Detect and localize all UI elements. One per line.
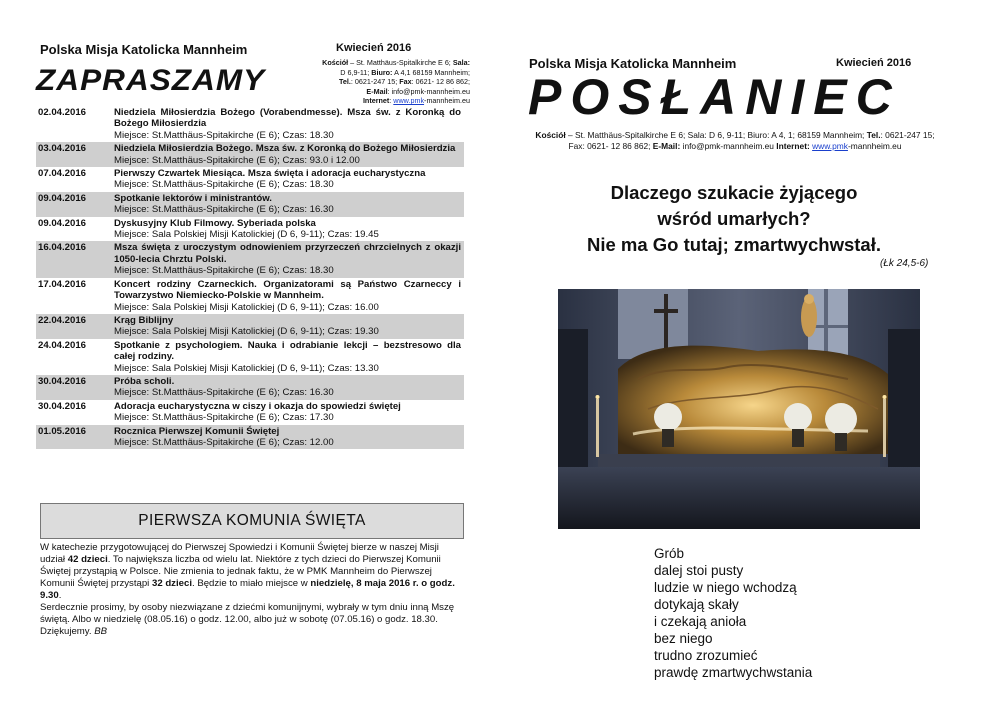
communion-paragraph: [40, 602, 466, 638]
schedule-details: [111, 167, 464, 192]
event-place-time: Miejsce: St.Matthäus-Spitakirche (E 6); Czas: 16.30: [114, 204, 334, 216]
schedule-details: [111, 375, 464, 400]
poem-line: prawdę zmartwychwstania: [654, 665, 813, 680]
schedule-date: 30.04.2016: [36, 400, 111, 425]
quote-line: Dlaczego szukacie żyjącego: [610, 182, 858, 203]
empty-tomb-photo: [558, 289, 920, 529]
schedule-date: 17.04.2016: [36, 278, 111, 314]
schedule-details: [111, 400, 464, 425]
schedule-row: [36, 375, 464, 400]
contact-label: E-Mail:: [652, 140, 681, 151]
communion-heading-box: [40, 503, 464, 539]
text-run: . Będzie to miało miejsce w: [191, 578, 311, 589]
schedule-details: [111, 425, 464, 450]
text-run: Serdecznie prosimy, by osoby niezwiązane z dziećmi komunijnymi, wybrały w tym dniu inną Mszę świętą. Albo w niedzielę (08.05.16) o godz. 12.00, albo już w sobotę (07.05.16) o godz. 18.30. Dziękujemy.: [40, 602, 455, 637]
event-title: Spotkanie z psychologiem. Nauka i odrabianie lekcji – bezstresowo dla całej rodziny.: [114, 339, 461, 363]
schedule-details: [111, 217, 464, 242]
website-link[interactable]: www.pmk: [812, 140, 848, 151]
altar-tomb-image: [558, 289, 920, 529]
communion-paragraph: [40, 542, 466, 602]
event-title: Pierwszy Czwartek Miesiąca. Msza święta i adoracja eucharystyczna: [114, 168, 426, 180]
contact-label: Internet:: [776, 140, 810, 151]
contact-text: Fax: 0621- 12 86 862;: [568, 140, 653, 151]
text-run: W katechezie przygotowującej do Pierwszej Spowiedzi i Komunii Świętej bierze w naszej Misji udział: [40, 542, 439, 565]
signature: BB: [94, 626, 108, 637]
communion-text: [40, 542, 466, 638]
event-place-time: Miejsce: St.Matthäus-Spitakirche (E 6); Czas: 16.30: [114, 387, 334, 399]
schedule-row: [36, 217, 464, 242]
schedule-details: [111, 241, 464, 277]
event-title: Krąg Biblijny: [114, 314, 174, 326]
contact-label: Biuro:: [371, 67, 393, 77]
event-place-time: Miejsce: St.Matthäus-Spitakirche (E 6); Czas: 18.30: [114, 179, 334, 191]
event-title: Próba scholi.: [114, 375, 175, 387]
poem-line: bez niego: [654, 631, 713, 646]
event-place-time: Miejsce: Sala Polskiej Misji Katolickiej (D 6, 9-11); Czas: 16.00: [114, 301, 379, 313]
schedule-details: [111, 314, 464, 339]
text-run: . To największa liczba od wielu lat. Niektóre z tych dzieci do Pierwszej Komunii Świętej przystąpią w Polsce. Nie zmienia to jednak faktu, że w PMK Mannheim do Pierwszej Komunii Świętej przystąpi: [40, 554, 441, 589]
contact-label: Fax: [399, 77, 412, 86]
contact-label: Internet: [362, 96, 390, 105]
schedule-details: [111, 339, 464, 375]
event-place-time: Miejsce: St.Matthäus-Spitakirche (E 6); Czas: 93.0 i 12.00: [114, 154, 360, 166]
poem-line: Grób: [654, 546, 685, 561]
left-month: Kwiecień 2016: [336, 42, 412, 54]
event-title: Niedziela Miłosierdzia Bożego (Vorabendmesse). Msza św. z Koronką do Bożego Miłosierdzia: [114, 107, 461, 130]
contact-label: E-Mail: [366, 86, 388, 96]
schedule-row: [36, 167, 464, 192]
poem-line: dotykają skały: [654, 597, 739, 612]
contact-text: D 6,9-11;: [340, 67, 372, 77]
poem: [654, 545, 812, 681]
event-title: Msza święta z uroczystym odnowieniem przyrzeczeń chrzcielnych z okazji 1050-lecia Chrztu Polski.: [114, 242, 461, 265]
contact-text: info@pmk-mannheim.eu: [680, 140, 777, 151]
contact-text: : 0621-247 15;: [880, 130, 935, 140]
schedule-details: [111, 106, 464, 142]
poem-line: dalej stoi pusty: [654, 563, 744, 578]
event-place-time: Miejsce: St.Matthäus-Spitakirche (E 6); Czas: 12.00: [114, 436, 334, 448]
schedule-table: [36, 106, 464, 449]
schedule-date: 09.04.2016: [36, 217, 111, 242]
scripture-quote: [550, 180, 918, 258]
event-place-time: Miejsce: St.Matthäus-Spitakirche (E 6); Czas: 17.30: [114, 412, 334, 424]
schedule-row: [36, 314, 464, 339]
schedule-date: 16.04.2016: [36, 241, 111, 277]
schedule-row: [36, 400, 464, 425]
quote-line: Nie ma Go tutaj; zmartwychwstał.: [586, 234, 881, 255]
poem-line: ludzie w niego wchodzą: [654, 580, 797, 595]
poem-line: i czekają anioła: [654, 614, 747, 629]
contact-text: – St. Matthäus-Spitalkirche E 6;: [348, 58, 453, 67]
contact-label: Tel.: [866, 130, 881, 140]
contact-text: : 0621- 12 86 862;: [411, 77, 470, 86]
event-title: Koncert rodziny Czarneckich. Organizatorami są Państwo Czarneccy i Towarzystwo Niemiecko-Polskie w Mannheim.: [114, 278, 461, 302]
text-run-bold: 32 dzieci: [151, 578, 192, 589]
event-place-time: Miejsce: Sala Polskiej Misji Katolickiej (D 6, 9-11); Czas: 13.30: [114, 362, 379, 374]
contact-text: -mannheim.eu: [847, 140, 902, 151]
schedule-details: [111, 278, 464, 314]
poem-line: trudno zrozumieć: [654, 648, 758, 663]
right-month: Kwiecień 2016: [836, 57, 912, 69]
left-title: ZAPRASZAMY: [36, 64, 266, 97]
right-org-name: Polska Misja Katolicka Mannheim: [529, 56, 737, 71]
schedule-date: 30.04.2016: [36, 375, 111, 400]
schedule-date: 07.04.2016: [36, 167, 111, 192]
schedule-date: 24.04.2016: [36, 339, 111, 375]
event-title: Adoracja eucharystyczna w ciszy i okazja do spowiedzi świętej: [114, 400, 401, 412]
contact-text: : 0621-247 15;: [350, 77, 400, 86]
schedule-details: [111, 192, 464, 217]
contact-text: :: [389, 96, 394, 105]
contact-text: A 4,1 68159 Mannheim;: [392, 67, 470, 77]
left-org-name: Polska Misja Katolicka Mannheim: [40, 42, 248, 57]
communion-heading: PIERWSZA KOMUNIA ŚWIĘTA: [138, 512, 366, 529]
event-place-time: Miejsce: Sala Polskiej Misji Katolickiej (D 6, 9-11); Czas: 19.30: [114, 326, 379, 338]
newsletter-title: POSŁANIEC: [528, 69, 901, 125]
event-title: Spotkanie lektorów i ministrantów.: [114, 192, 272, 204]
schedule-date: 22.04.2016: [36, 314, 111, 339]
schedule-row: [36, 241, 464, 277]
schedule-details: [111, 142, 464, 167]
schedule-date: 01.05.2016: [36, 425, 111, 450]
event-title: Rocznica Pierwszej Komunii Świętej: [114, 425, 280, 437]
text-run: .: [58, 590, 62, 601]
schedule-date: 09.04.2016: [36, 192, 111, 217]
schedule-row: [36, 278, 464, 314]
contact-text: : info@pmk-mannheim.eu: [387, 86, 470, 96]
left-contact: [298, 58, 470, 106]
text-run-bold: 42 dzieci: [67, 554, 108, 565]
schedule-row: [36, 192, 464, 217]
text-run-bold: niedzielę, 8 maja 2016 r. o godz. 9.30: [40, 578, 455, 601]
schedule-row: [36, 425, 464, 450]
contact-label: Sala:: [452, 58, 470, 67]
event-place-time: Miejsce: St.Matthäus-Spitakirche (E 6); Czas: 18.30: [114, 265, 334, 277]
event-title: Niedziela Miłosierdzia Bożego. Msza św. z Koronką do Bożego Miłosierdzia: [114, 143, 456, 155]
event-title: Dyskusyjny Klub Filmowy. Syberiada polska: [114, 217, 316, 229]
event-place-time: Miejsce: St.Matthäus-Spitakirche (E 6); Czas: 18.30: [114, 129, 334, 141]
contact-label: Tel.: [339, 77, 351, 86]
event-place-time: Miejsce: Sala Polskiej Misji Katolickiej (D 6, 9-11); Czas: 19.45: [114, 229, 379, 241]
schedule-date: 03.04.2016: [36, 142, 111, 167]
contact-text: -mannheim.eu: [424, 96, 470, 105]
website-link[interactable]: www.pmk: [393, 96, 425, 105]
schedule-row: [36, 106, 464, 142]
contact-text: – St. Matthäus-Spitalkirche E 6; Sala: D 6, 9-11; Biuro: A 4, 1; 68159 Mannheim;: [565, 130, 867, 140]
schedule-date: 02.04.2016: [36, 106, 111, 142]
contact-label: Kościół: [535, 130, 566, 140]
schedule-row: [36, 142, 464, 167]
schedule-row: [36, 339, 464, 375]
scripture-reference: (Łk 24,5-6): [880, 258, 929, 269]
right-contact: [530, 130, 940, 151]
contact-label: Kościół: [322, 58, 349, 67]
quote-line: wśród umarłych?: [657, 208, 811, 229]
